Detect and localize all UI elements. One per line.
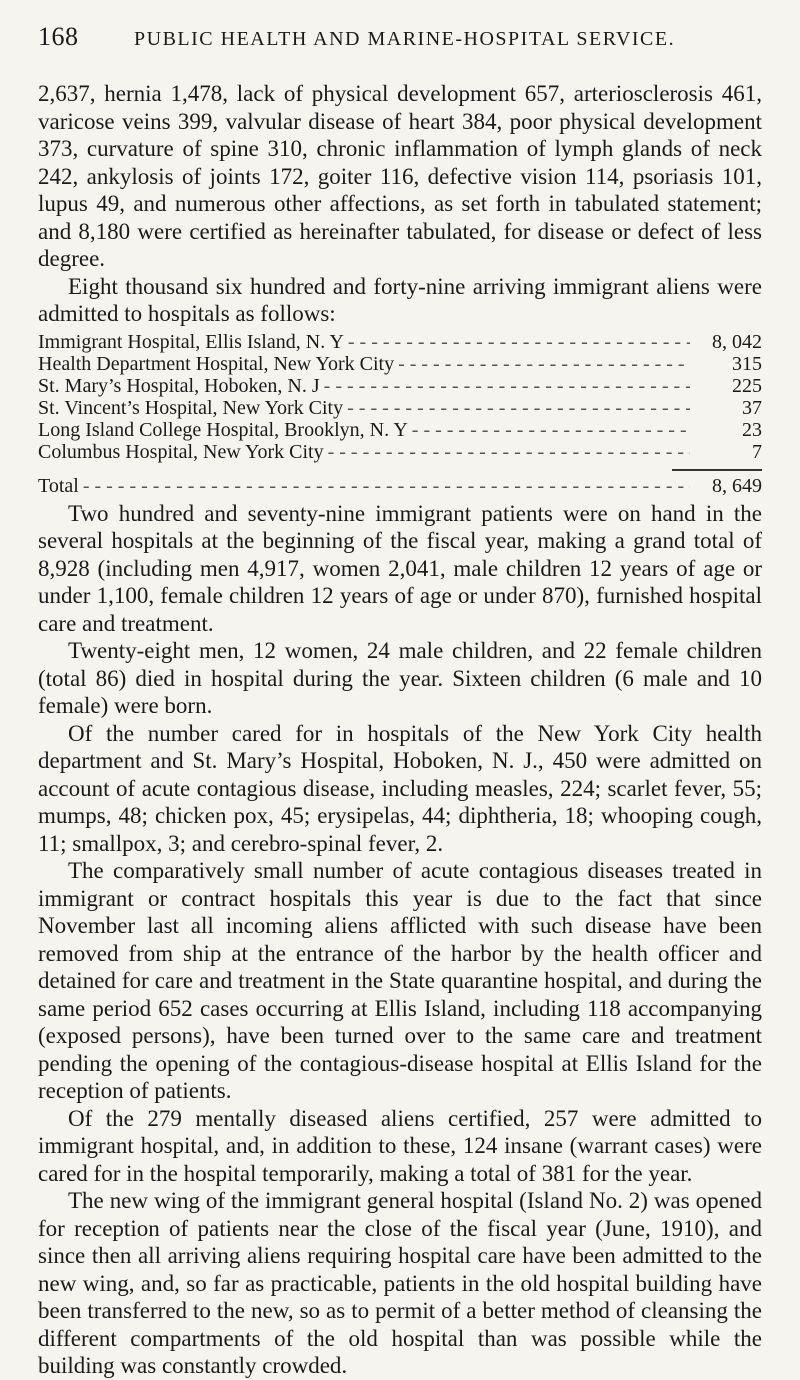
running-title: PUBLIC HEALTH AND MARINE-HOSPITAL SERVICE. (134, 28, 676, 50)
admission-count: 8, 042 (712, 330, 762, 353)
running-head (38, 22, 762, 52)
table-total-row (38, 475, 762, 497)
dot-leader (398, 353, 690, 375)
hospital-name: St. Vincent’s Hospital, New York City (38, 396, 344, 419)
dot-leader (347, 397, 690, 419)
admission-count: 7 (752, 440, 762, 463)
hospital-name: St. Mary’s Hospital, Hoboken, N. J (38, 374, 320, 397)
dot-leader (328, 441, 690, 463)
dot-leader (412, 419, 690, 441)
admission-count: 315 (732, 352, 762, 375)
total-rule (672, 469, 762, 471)
table-row (38, 331, 762, 353)
dot-leader (348, 331, 690, 353)
total-count: 8, 649 (712, 474, 762, 497)
table-row (38, 419, 762, 441)
page-number: 168 (38, 22, 79, 51)
table-row (38, 441, 762, 463)
table-row (38, 375, 762, 397)
paragraph-new-wing: The new wing of the immigrant general hospital (Island No. 2) was opened for reception of patients near the close of the fiscal year (June, 1910), and since then all arriving aliens requiring hospital care have been admitted to the new wing, and, so far as practicable, patients in the old hospital building have been transferred to the new, so as to permit of a better method of cleansing the different compartments of the old hospital than was possible while the building was constantly crowded. (38, 1188, 762, 1378)
hospital-name: Long Island College Hospital, Brooklyn, N. Y (38, 418, 408, 441)
hospital-name: Columbus Hospital, New York City (38, 440, 324, 463)
table-row (38, 353, 762, 375)
paragraph-mentally-diseased: Of the 279 mentally diseased aliens certified, 257 were admitted to immigrant hospital, and, in addition to these, 124 insane (warrant cases) were cared for in the hospital temporarily, making a total of 381 for the year. (38, 1105, 762, 1186)
paragraph-deaths-births: Twenty-eight men, 12 women, 24 male children, and 22 female children (total 86) died in hospital during the year. Sixteen children (6 male and 10 female) were born. (38, 638, 762, 718)
admission-count: 23 (742, 418, 762, 441)
admission-count: 37 (742, 396, 762, 419)
paragraph-contagious-admissions: Of the number cared for in hospitals of the New York City health department and St. Mary’s Hospital, Hoboken, N. J., 450 were admitted on account of acute contagious disease, including measles, 224; scarlet fever, 55; mumps, 48; chicken pox, 45; erysipelas, 44; diphtheria, 18; whooping cough, 11; smallpox, 3; and cerebro-spinal fever, 2. (38, 720, 762, 856)
hospital-admissions-table (38, 331, 762, 497)
total-label: Total (38, 474, 79, 497)
table-row (38, 397, 762, 419)
paragraph-patients-on-hand: Two hundred and seventy-nine immigrant patients were on hand in the several hospitals at the beginning of the fiscal year, making a grand total of 8,928 (including men 4,917, women 2,041, male children 12 years of age or under 1,100, female children 12 years of age or under 870), furnished hospital care and treatment. (38, 500, 762, 636)
dot-leader (324, 375, 690, 397)
paragraph-contagious-explanation: The comparatively small number of acute contagious diseases treated in immigrant or contract hospitals this year is due to the fact that since November last all incoming aliens afflicted with such disease have been removed from ship at the entrance of the harbor by the health officer and detained for care and treatment in the State quarantine hospital, and during the same period 652 cases occurring at Ellis Island, including 118 accompanying (exposed persons), have been turned over to the same care and treatment pending the opening of the contagious-disease hospital at Ellis Island for the reception of patients. (38, 858, 762, 1103)
paragraph-disease-list: 2,637, hernia 1,478, lack of physical development 657, arteriosclerosis 461, varicose veins 399, valvular disease of heart 384, poor physical development 373, curvature of spine 310, chronic inflammation of lymph glands of neck 242, ankylosis of joints 172, goiter 116, defective vision 114, psoriasis 101, lupus 49, and numerous other affections, as set forth in tabulated statement; and 8,180 were certified as hereinafter tabulated, for disease or defect of less degree. (38, 81, 762, 271)
admission-count: 225 (732, 374, 762, 397)
hospital-name: Immigrant Hospital, Ellis Island, N. Y (38, 330, 344, 353)
dot-leader (83, 475, 690, 497)
hospital-name: Health Department Hospital, New York City (38, 352, 395, 375)
paragraph-admissions-intro: Eight thousand six hundred and forty-nine arriving immigrant aliens were admitted to hospitals as follows: (38, 273, 762, 326)
